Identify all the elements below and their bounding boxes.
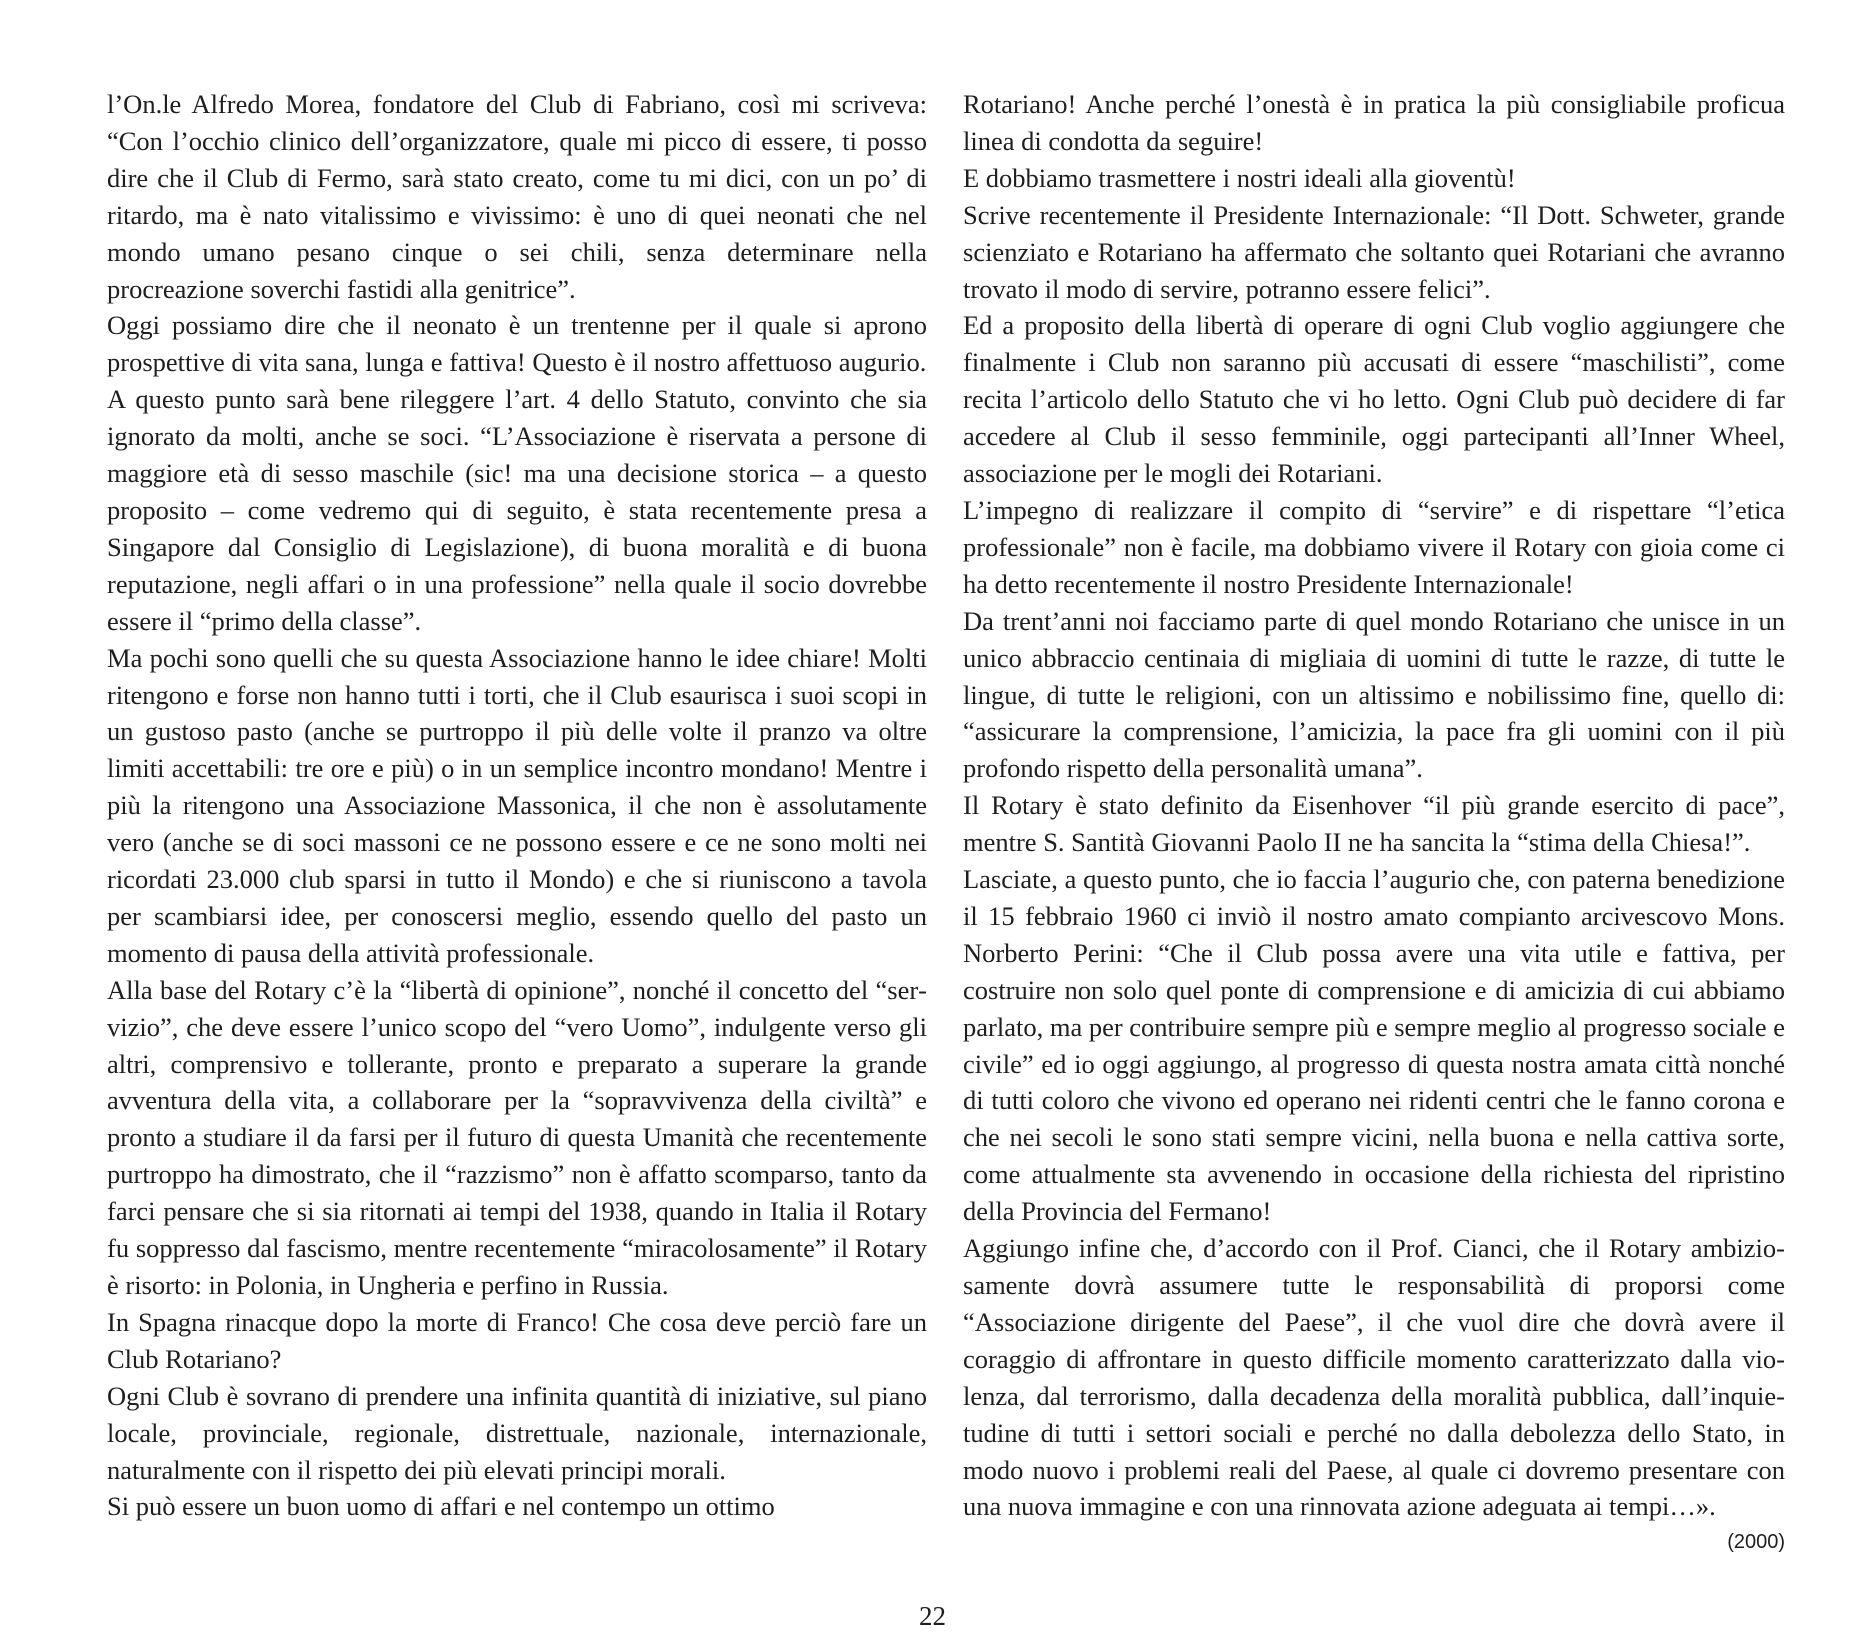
paragraph: Alla base del Rotary c’è la “libertà di opinione”, nonché il concetto del “servizio”, che deve essere l’unico scopo del “vero Uomo”, indulgente verso gli altri, comprensivo e tollerante, pronto e preparato a superare la grande avventura della vita, a collaborare per la “sopravvivenza della civiltà” e pronto a studiare il da farsi per il futuro di questa Umanità che recentemente purtroppo ha dimostrato, che il “razzismo” non è affatto scomparso, tanto da farci pensare che si sia ritornati ai tempi del 1938, quando in Italia il Rotary fu soppresso dal fascismo, mentre recentemente “miracolosamente” il Rotary è risorto: in Polonia, in Ungheria e perfino in Russia. <box>107 974 927 1300</box>
paragraph: Si può essere un buon uomo di affari e nel contempo un ottimo <box>107 1491 775 1522</box>
paragraph: L’impegno di realizzare il compito di “servire” e di rispettare “l’etica professionale” non è facile, ma dobbiamo vivere il Rotary con gioia come ci ha detto recentemente il nostro Presidente Internazionale! <box>963 494 1785 599</box>
paragraph: Lasciate, a questo punto, che io faccia l’augurio che, con paterna benedizione il 15 febbraio 1960 ci inviò il nostro amato compianto arcivescovo Mons. Norberto Perini: “Che il Club possa avere una vita utile e fattiva, per costruire non solo quel ponte di comprensione e di amicizia di cui abbiamo parlato, ma per contribuire sempre più e sempre meglio al progresso sociale e civile” ed io oggi aggiungo, al progresso di questa nostra amata città nonché di tutti coloro che vivono ed operano nei ridenti centri che le fanno corona e che nei secoli le sono stati sempre vicini, nella buona e nella cattiva sorte, come attualmente sta avvenendo in occasione della richiesta del ripristino della Provincia del Fermano! <box>963 864 1785 1227</box>
page-number: 22 <box>919 1601 946 1631</box>
date-note: (2000) <box>1727 1531 1785 1554</box>
paragraph: Oggi possiamo dire che il neonato è un trentenne per il quale si aprono prospettive di vita sana, lunga e fattiva! Questo è il nostro affettuoso augurio. <box>107 310 927 378</box>
left-text-column <box>107 86 927 1525</box>
paragraph: Da trent’anni noi facciamo parte di quel mondo Rotariano che unisce in un unico abbraccio centinaia di migliaia di uomini di tutte le razze, di tutte le lingue, di tutte le religioni, con un altissimo e nobilissimo fine, quello di: “assicurare la comprensione, l’amicizia, la pace fra gli uomini con il più profondo rispetto della personalità umana”. <box>963 605 1785 784</box>
right-text-column <box>963 86 1785 1557</box>
paragraph: In Spagna rinacque dopo la morte di Franco! Che cosa deve perciò fare un Club Rotariano? <box>107 1306 927 1374</box>
paragraph: Il Rotary è stato definito da Eisenhover “il più grande esercito di pace”, mentre S. Santità Giovanni Paolo II ne ha sancita la “stima della Chiesa!”. <box>963 790 1785 858</box>
paragraph: Scrive recentemente il Presidente Internazionale: “Il Dott. Schweter, grande scienziato e Rotariano ha affermato che soltanto quei Rotariani che avranno trovato il modo di servire, potranno essere felici”. <box>963 199 1785 304</box>
paragraph: Rotariano! Anche perché l’onestà è in pratica la più consigliabile proficua linea di condotta da seguire! <box>963 89 1785 156</box>
paragraph: Aggiungo infine che, d’accordo con il Prof. Cianci, che il Rotary ambiziosamente dovrà assumere tutte le responsabilità di proporsi come “Associazione dirigente del Paese”, il che vuol dire che dovrà avere il coraggio di affrontare in questo difficile momento caratterizzato dalla violenza, dal terrorismo, dalla decadenza della moralità pubblica, dall’inquietudine di tutti i settori sociali e perché no dalla debolezza dello Stato, in modo nuovo i problemi reali del Paese, al quale ci dovremo presentare con una nuova immagine e con una rinnovata azione adeguata ai tempi…». <box>963 1233 1785 1522</box>
paragraph: l’On.le Alfredo Morea, fondatore del Club di Fabriano, così mi scriveva: “Con l’occhio clinico dell’organizzatore, quale mi picco di essere, ti posso dire che il Club di Fermo, sarà stato creato, come tu mi dici, con un po’ di ritardo, ma è nato vitalissimo e vivissimo: è uno di quei neonati che nel mondo umano pesano cinque o sei chili, senza determinare nella procreazione soverchi fastidi alla genitrice”. <box>107 89 927 304</box>
paragraph: Ma pochi sono quelli che su questa Associazione hanno le idee chiare! Molti ritengono e forse non hanno tutti i torti, che il Club esaurisca i suoi scopi in un gustoso pasto (anche se purtroppo il più delle volte il pranzo va oltre limiti accettabili: tre ore e più) o in un semplice incontro mondano! Mentre i più la ritengono una Associazione Massonica, il che non è assolutamente vero (anche se di soci massoni ce ne possono essere e ce ne sono molti nei ricordati 23.000 club sparsi in tutto il Mondo) e che si riuniscono a tavola per scambiarsi idee, per conoscersi meglio, essendo quello del pasto un momento di pausa della attività professionale. <box>107 642 927 968</box>
paragraph: E dobbiamo trasmettere i nostri ideali alla gioventù! <box>963 162 1516 193</box>
paragraph: A questo punto sarà bene rileggere l’art. 4 dello Statuto, convinto che sia ignorato da molti, anche se soci. “L’Associazione è riservata a persone di maggiore età di sesso maschile (sic! ma una decisione storica – a questo proposito – come vedremo qui di seguito, è stata recentemente presa a Singapore dal Consiglio di Legislazione), di buona moralità e di buona reputazione, negli affari o in una professione” nella quale il socio dovrebbe essere il “primo della classe”. <box>107 384 927 636</box>
paragraph: Ed a proposito della libertà di operare di ogni Club voglio aggiungere che finalmente i Club non saranno più accusati di essere “maschilisti”, come recita l’articolo dello Statuto che vi ho letto. Ogni Club può decidere di far accedere al Club il sesso femminile, oggi partecipanti all’Inner Wheel, associazione per le mogli dei Rotariani. <box>963 310 1785 489</box>
paragraph: Ogni Club è sovrano di prendere una infinita quantità di iniziative, sul piano locale, provinciale, regionale, distrettuale, nazionale, internazionale, naturalmente con il rispetto dei più elevati principi morali. <box>107 1380 927 1485</box>
